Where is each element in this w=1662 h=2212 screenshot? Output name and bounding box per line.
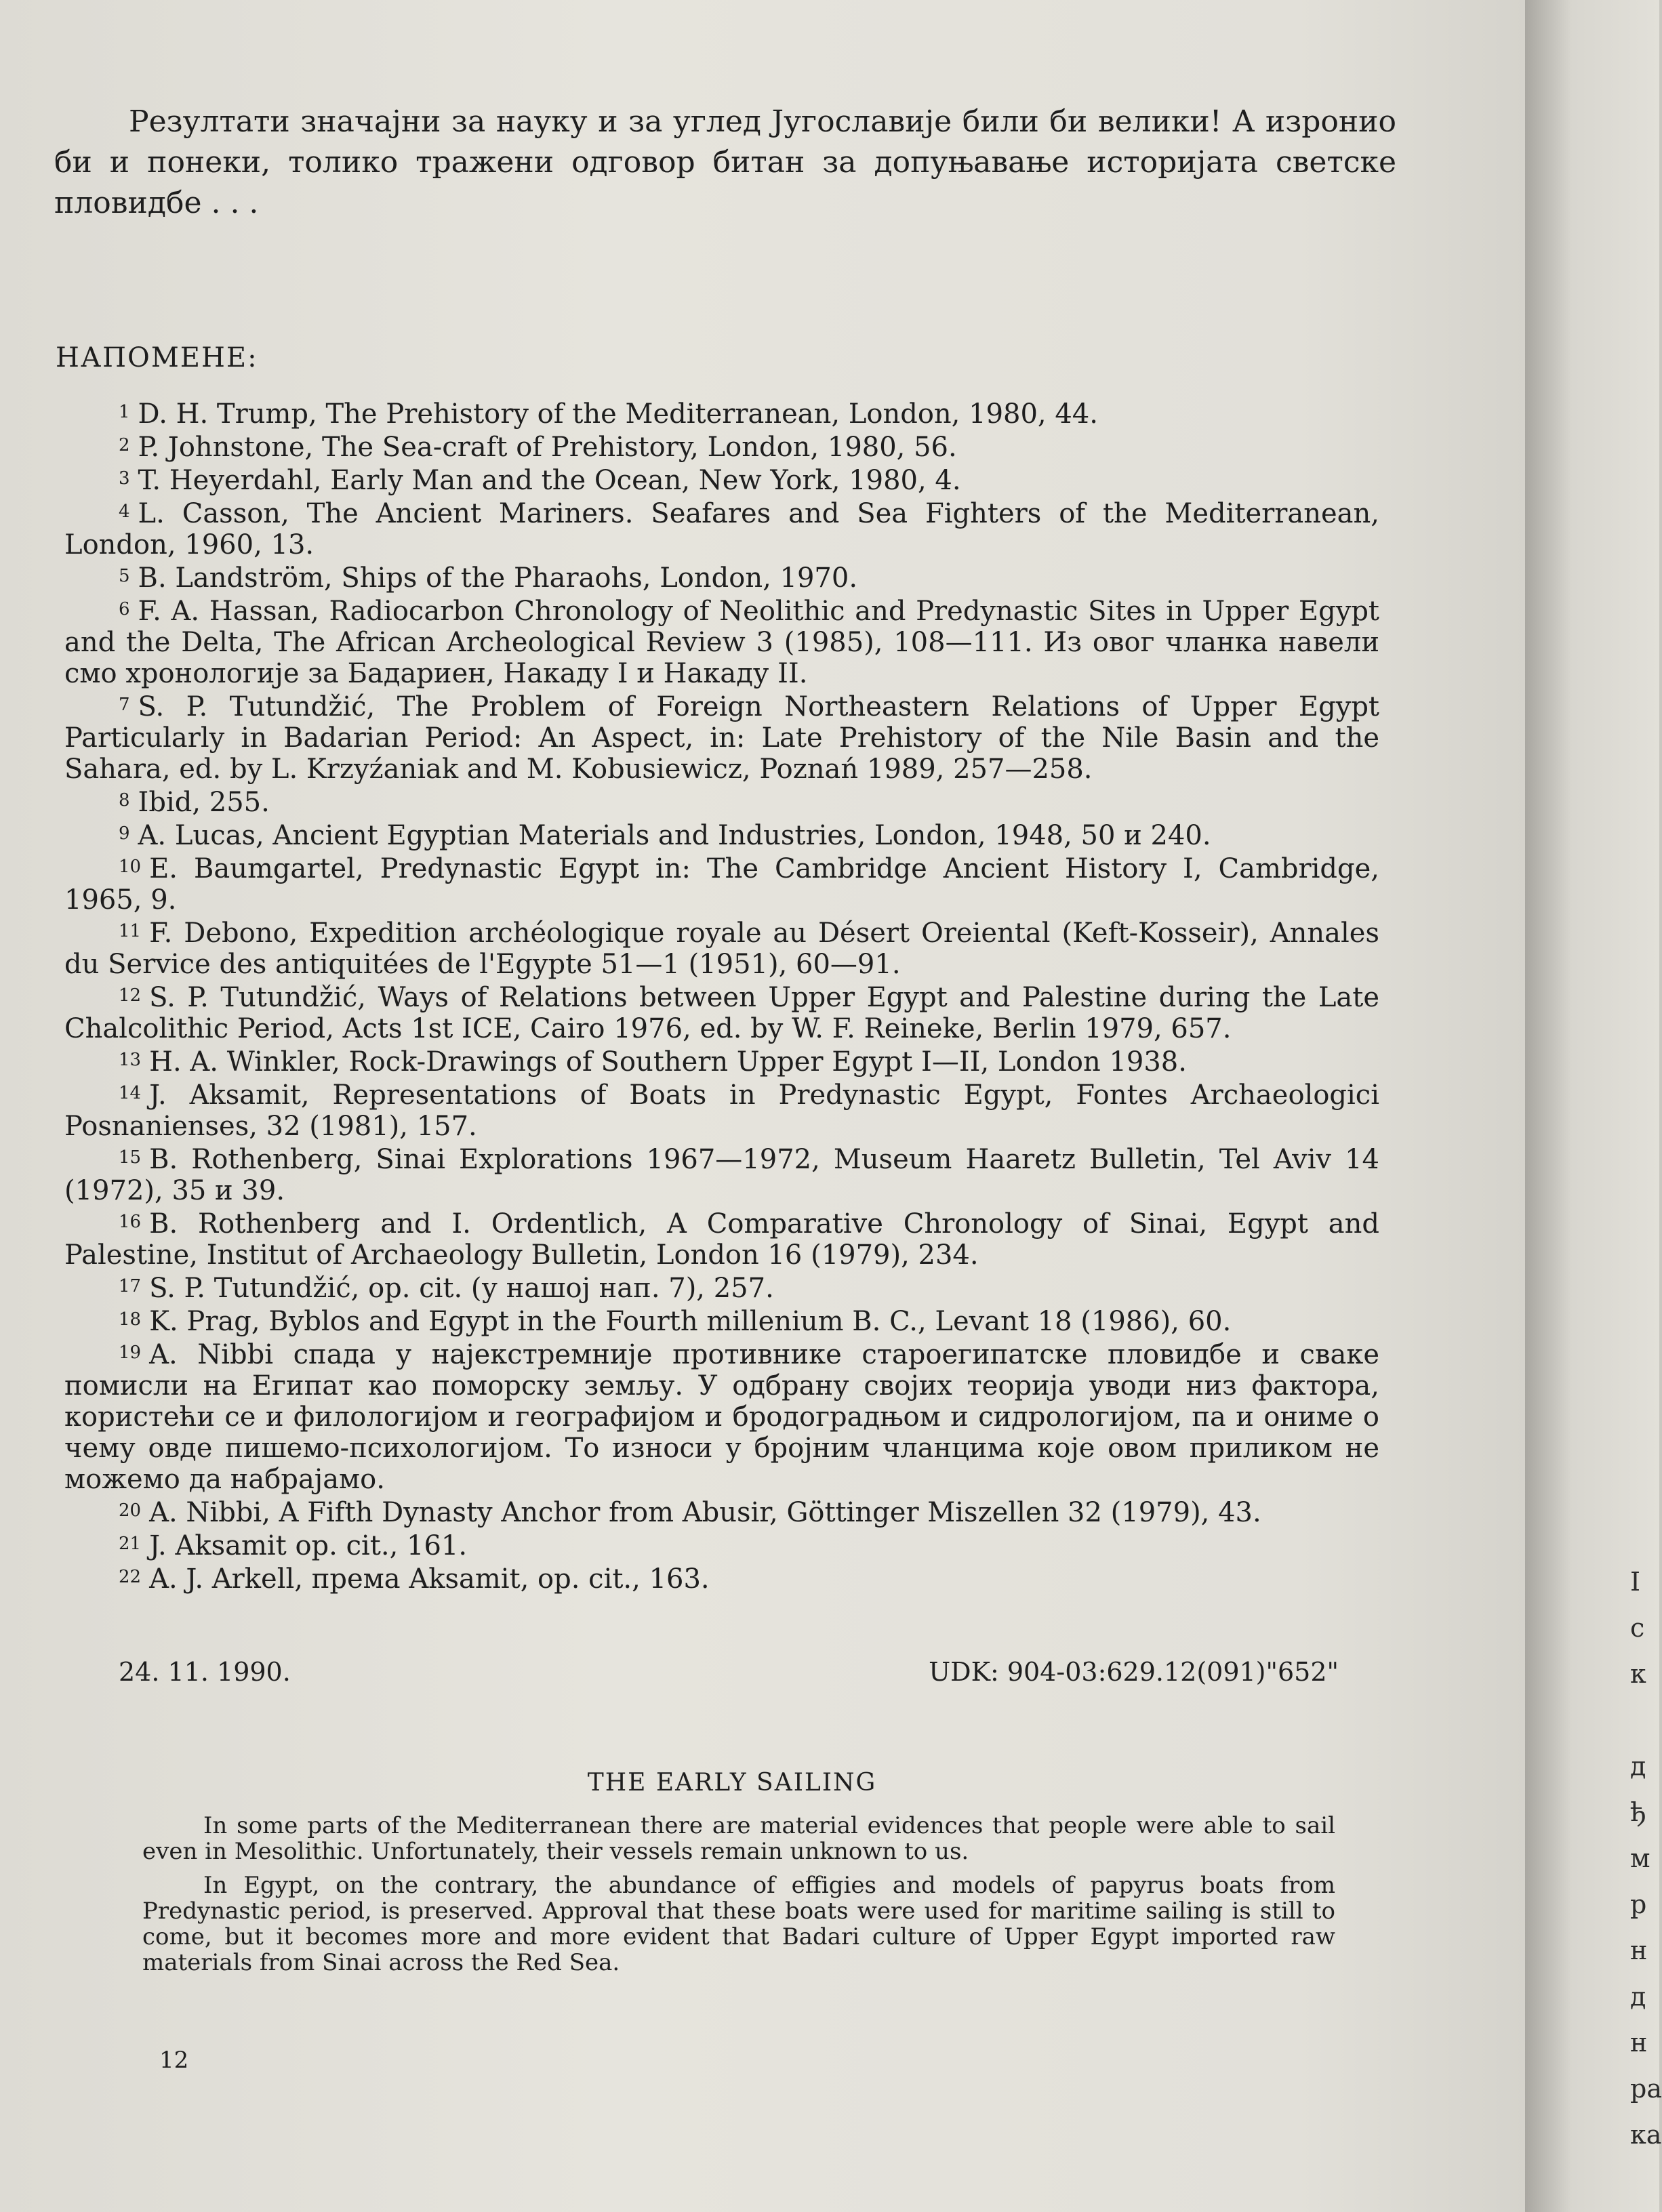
note-text: E. Baumgartel, Predynastic Egypt in: The Cambridge Ancient History I, Cambridge, 1965, 9. (64, 853, 1379, 916)
note-number: 14 (119, 1083, 142, 1103)
note-number: 20 (119, 1500, 142, 1521)
note-number: 12 (119, 985, 142, 1006)
note-item (64, 1495, 1379, 1528)
note-item (64, 980, 1379, 1044)
edge-letter: р (1630, 1889, 1647, 1919)
edge-letter: н (1630, 1936, 1648, 1965)
note-number: 7 (119, 695, 130, 715)
edge-letter (1630, 1697, 1657, 1743)
udk-code: UDK: 904-03:629.12(091)"652" (929, 1657, 1339, 1687)
adjacent-page-edge (1525, 0, 1662, 2212)
note-text: B. Rothenberg, Sinai Explorations 1967—1972, Museum Haaretz Bulletin, Tel Aviv 14 (1972), 35 и 39. (64, 1144, 1379, 1206)
note-item (64, 1078, 1379, 1142)
intro-paragraph: Резултати значајни за науку и за углед Југославије били би велики! А изронио би и понеки, толико тражени одговор битан за допуњавање историјата светске пловидбе . . . (54, 104, 1396, 220)
note-text: F. A. Hassan, Radiocarbon Chronology of Neolithic and Predynastic Sites in Upper Egypt and the Delta, The African Archeological Review 3 (1985), 108—111. Из овог чланка навели смо хронологије за Бадариен, Накаду I и Накаду II. (64, 596, 1379, 689)
note-item (64, 1561, 1379, 1595)
edge-letter: н (1630, 2028, 1648, 2057)
note-item (64, 1044, 1379, 1078)
note-item (64, 916, 1379, 980)
note-number: 22 (119, 1567, 142, 1587)
note-number: 19 (119, 1343, 142, 1363)
note-item (64, 1337, 1379, 1495)
note-item (64, 818, 1379, 851)
edge-letter: с (1630, 1613, 1645, 1643)
note-number: 17 (119, 1276, 142, 1296)
note-text: T. Heyerdahl, Early Man and the Ocean, New York, 1980, 4. (138, 465, 961, 496)
note-text: F. Debono, Expedition archéologique royale au Désert Oreiental (Keft-Kosseir), Annales du Service des antiquitées de l'Egypte 51—1 (1951), 60—91. (64, 918, 1379, 980)
note-number: 15 (119, 1147, 142, 1168)
note-number: 10 (119, 857, 142, 877)
date: 24. 11. 1990. (119, 1657, 291, 1687)
note-number: 8 (119, 790, 130, 811)
notes-list (64, 396, 1379, 1595)
note-item (64, 689, 1379, 785)
note-item (64, 463, 1379, 496)
note-number: 2 (119, 435, 130, 455)
note-item (64, 1206, 1379, 1271)
edge-letter: I (1630, 1567, 1641, 1597)
note-item (64, 1528, 1379, 1561)
note-number: 1 (119, 402, 130, 422)
note-item (64, 396, 1379, 430)
note-number: 3 (119, 468, 130, 489)
note-number: 16 (119, 1212, 142, 1232)
note-number: 11 (119, 921, 142, 941)
summary-title: THE EARLY SAILING (587, 1769, 877, 1797)
edge-letter: к (1630, 1659, 1646, 1689)
note-number: 9 (119, 823, 130, 844)
note-text: A. J. Arkell, према Aksamit, op. cit., 163. (149, 1563, 710, 1595)
note-item (64, 496, 1379, 560)
edge-letter: д (1630, 1751, 1646, 1781)
note-number: 13 (119, 1050, 142, 1070)
summary-paragraph: In Egypt, on the contrary, the abundance of effigies and models of papyrus boats from Predynastic period, is preserved. Approval that these boats were used for maritime sailing is still to come, but it becomes more and more evident that Badari culture of Upper Egypt imported raw materials from Sinai across the Red Sea. (142, 1872, 1335, 1976)
note-text: Ibid, 255. (138, 787, 270, 818)
note-text: H. A. Winkler, Rock-Drawings of Southern Upper Egypt I—II, London 1938. (149, 1046, 1187, 1078)
note-text: S. P. Tutundžić, Ways of Relations between Upper Egypt and Palestine during the Late Chalcolithic Period, Acts 1st ICE, Cairo 1976, ed. by W. F. Reineke, Berlin 1979, 657. (64, 982, 1379, 1044)
note-text: B. Rothenberg and I. Ordentlich, A Comparative Chronology of Sinai, Egypt and Palestine, Institut of Archaeology Bulletin, London 16 (1979), 234. (64, 1208, 1379, 1271)
note-item (64, 785, 1379, 818)
edge-letter: ра (1630, 2074, 1662, 2104)
note-text: A. Nibbi спада у најекстремније противнике староегипатске пловидбе и сваке помисли на Египат као поморску земљу. У одбрану својих теорија уводи низ фактора, користећи се и филологијом и географијом и бродоградњом и сидрологијом, па и ониме о чему овде пишемо-психологијом. То износи у бројним чланцима које овом приликом не можемо да набрајамо. (64, 1339, 1379, 1495)
note-text: A. Lucas, Ancient Egyptian Materials and Industries, London, 1948, 50 и 240. (138, 820, 1211, 851)
note-item (64, 594, 1379, 689)
dateline (119, 1657, 1339, 1687)
page-number: 12 (159, 2047, 189, 2074)
note-number: 4 (119, 501, 130, 522)
summary-text (142, 1813, 1335, 1984)
note-text: P. Johnstone, The Sea-craft of Prehistory, London, 1980, 56. (138, 432, 957, 463)
note-text: L. Casson, The Ancient Mariners. Seafares and Sea Fighters of the Mediterranean, London, 1960, 13. (64, 498, 1379, 560)
note-text: D. H. Trump, The Prehistory of the Mediterranean, London, 1980, 44. (138, 398, 1098, 430)
note-item (64, 1304, 1379, 1337)
edge-letter: ка (1630, 2120, 1662, 2150)
edge-letter: д (1630, 1982, 1646, 2011)
note-text: S. P. Tutundžić, The Problem of Foreign Northeastern Relations of Upper Egypt Particularly in Badarian Period: An Aspect, in: Late Prehistory of the Nile Basin and the Sahara, ed. by L. Krzyźaniak and M. Kobusiewicz, Poznań 1989, 257—258. (64, 691, 1379, 785)
notes-heading: НАПОМЕНЕ: (56, 342, 258, 373)
note-text: S. P. Tutundžić, op. cit. (у нашој нап. 7), 257. (149, 1273, 774, 1304)
note-number: 21 (119, 1534, 142, 1554)
edge-letter: ђ (1630, 1797, 1646, 1827)
note-number: 6 (119, 599, 130, 619)
note-text: J. Aksamit op. cit., 161. (149, 1530, 468, 1561)
note-item (64, 560, 1379, 594)
note-number: 5 (119, 566, 130, 586)
note-number: 18 (119, 1309, 142, 1330)
note-item (64, 430, 1379, 463)
summary-paragraph: In some parts of the Mediterranean there are material evidences that people were able to sail even in Mesolithic. Unfortunately, their vessels remain unknown to us. (142, 1812, 1335, 1865)
note-item (64, 1271, 1379, 1304)
note-item (64, 1142, 1379, 1206)
note-text: A. Nibbi, A Fifth Dynasty Anchor from Abusir, Göttinger Miszellen 32 (1979), 43. (149, 1497, 1261, 1528)
note-text: K. Prag, Byblos and Egypt in the Fourth millenium B. C., Levant 18 (1986), 60. (149, 1306, 1232, 1337)
note-text: B. Landström, Ships of the Pharaohs, London, 1970. (138, 562, 858, 594)
note-item (64, 851, 1379, 916)
note-text: J. Aksamit, Representations of Boats in Predynastic Egypt, Fontes Archaeologici Posnanienses, 32 (1981), 157. (64, 1080, 1379, 1142)
intro-text (54, 102, 1396, 224)
edge-letter: м (1630, 1843, 1650, 1873)
adjacent-page-letters (1630, 1559, 1662, 2158)
